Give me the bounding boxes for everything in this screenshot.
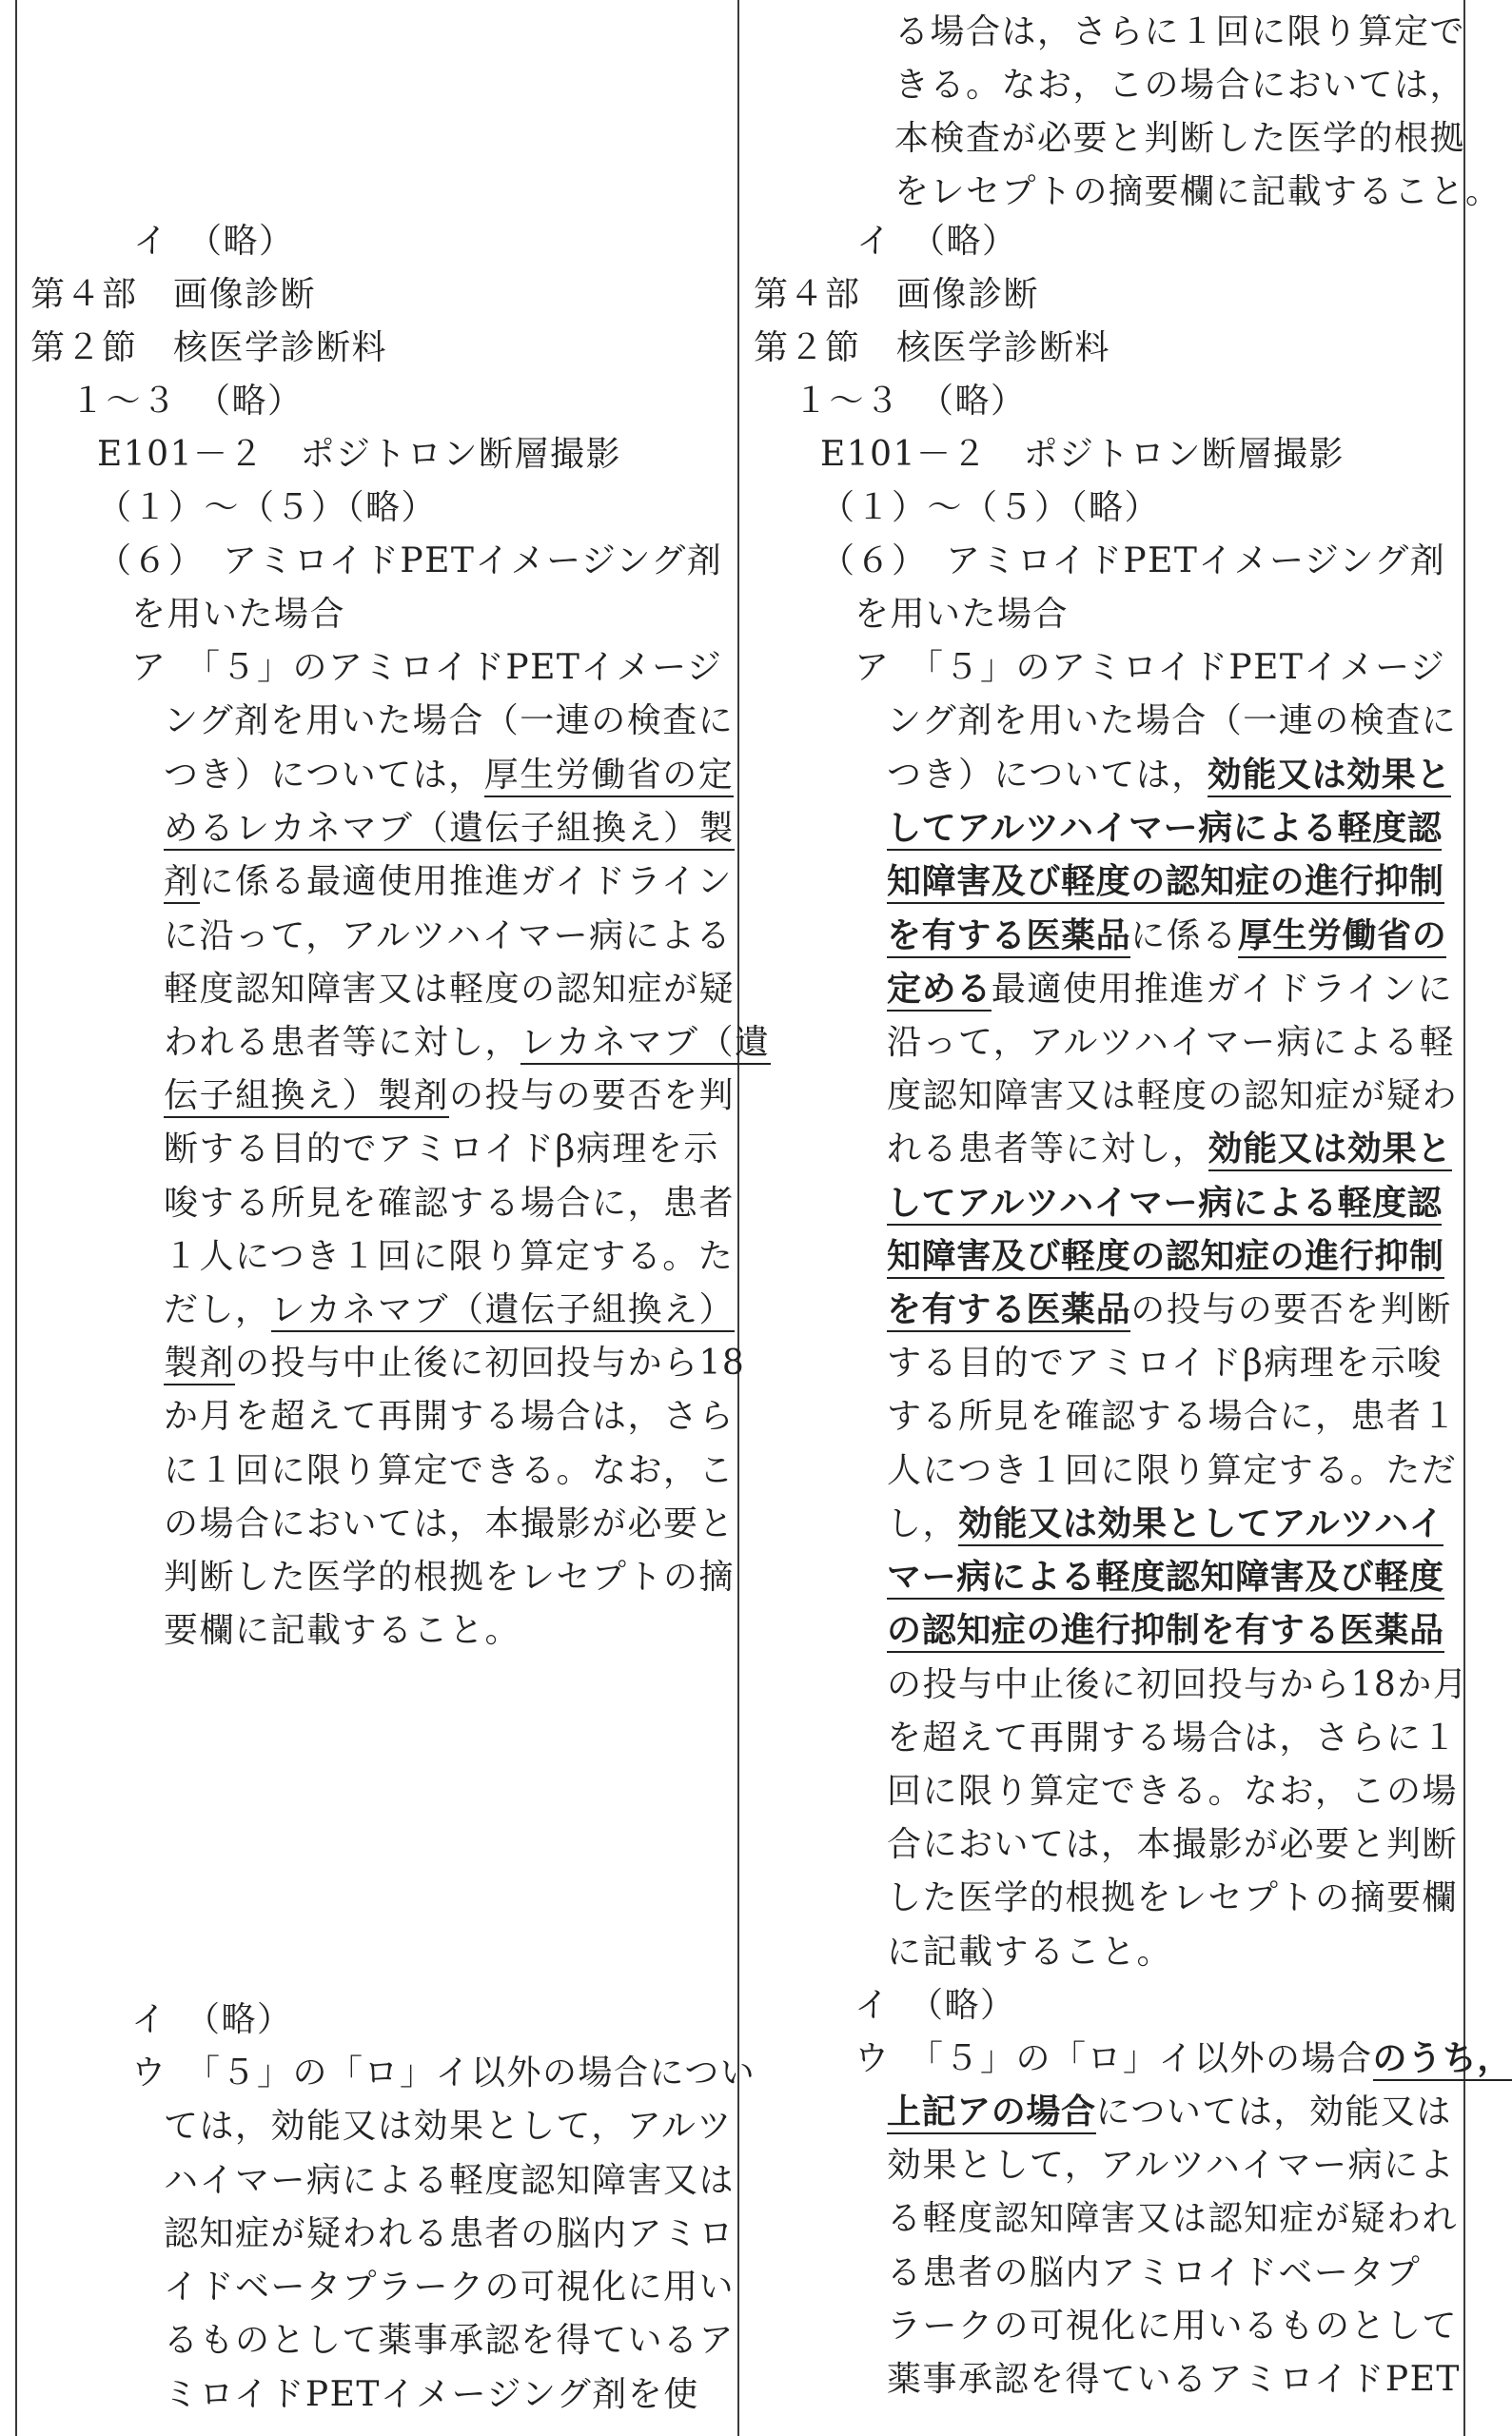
- text-segment: の投与の要否を判断: [1130, 1290, 1452, 1329]
- text-segment: か月を超えて再開する場合は，さら: [164, 1397, 736, 1436]
- text-segment: （６） アミロイドPETイメージング剤: [820, 541, 1446, 580]
- revised-line: [887, 855, 1444, 909]
- text-segment: ア 「５」のアミロイドPETイメージ: [854, 648, 1446, 687]
- revised-line: [887, 1498, 1443, 1551]
- text-segment: るものとして薬事承認を得ているア: [164, 2321, 736, 2360]
- text-segment: （１）～（５）（略）: [97, 488, 438, 527]
- current-line: [131, 641, 722, 695]
- amended-text: のうち，: [1373, 2039, 1512, 2081]
- revised-line: [894, 112, 1465, 166]
- amended-text: 知障害及び軽度の認知症の進行抑制: [887, 862, 1444, 904]
- current-line: [164, 1230, 734, 1284]
- revised-line: [894, 59, 1465, 112]
- text-segment: われる患者等に対し，: [164, 1023, 521, 1062]
- text-segment: を用いた場合: [854, 595, 1070, 634]
- revised-line: [854, 2033, 1512, 2086]
- underlined-text: 剤: [164, 862, 200, 904]
- text-segment: する目的でアミロイドβ病理を示唆: [887, 1344, 1443, 1383]
- text-segment: 回に限り算定できる。なお，この場: [887, 1772, 1459, 1811]
- revised-line: [887, 2300, 1458, 2353]
- current-line: [164, 695, 734, 748]
- revised-line: [887, 2353, 1461, 2407]
- current-line: [164, 1551, 735, 1604]
- revised-line: [754, 322, 1110, 375]
- text-segment: （１）～（５）（略）: [820, 488, 1161, 527]
- text-segment: 認知症が疑われる患者の脳内アミロ: [164, 2214, 736, 2253]
- text-segment: きる。なお，この場合においては，: [894, 66, 1466, 105]
- current-line: [164, 963, 735, 1016]
- text-segment: の場合においては，本撮影が必要と: [164, 1504, 736, 1543]
- revised-line: [887, 1765, 1458, 1818]
- revised-line: [887, 910, 1446, 963]
- text-segment: 第４部 画像診断: [754, 275, 1040, 314]
- text-segment: 薬事承認を得ているアミロイドPET: [887, 2360, 1461, 2399]
- current-line: [30, 322, 387, 375]
- current-line: [164, 2314, 735, 2367]
- amended-text: を有する医薬品: [887, 1290, 1130, 1332]
- revised-line: [887, 1712, 1458, 1765]
- revised-line: [887, 1070, 1458, 1123]
- text-segment: ハイマー病による軽度認知障害又は: [164, 2161, 736, 2200]
- amended-text: してアルツハイマー病による軽度認: [887, 1184, 1442, 1226]
- left-border-line: [15, 0, 17, 2436]
- underlined-text: 伝子組換え）製剤: [164, 1076, 449, 1118]
- revised-line: [887, 802, 1442, 855]
- revised-line: [854, 588, 1069, 641]
- current-line: [164, 1177, 735, 1230]
- revised-line: [854, 1979, 1016, 2033]
- current-line: [164, 1284, 735, 1337]
- revised-line: [854, 641, 1445, 695]
- text-segment: 本検査が必要と判断した医学的根拠: [894, 119, 1466, 158]
- current-line: [164, 1123, 719, 1176]
- text-segment: 断する目的でアミロイドβ病理を示: [164, 1130, 719, 1169]
- revised-line: [887, 1390, 1458, 1444]
- revised-line: [887, 1818, 1458, 1872]
- revised-line: [887, 1659, 1468, 1712]
- amended-text: マー病による軽度認知障害及び軽度: [887, 1558, 1444, 1600]
- text-segment: れる患者等に対し，: [887, 1130, 1208, 1169]
- text-segment: を用いた場合: [131, 595, 346, 634]
- amended-text: の認知症の進行抑制を有する医薬品: [887, 1611, 1444, 1653]
- current-line: [70, 375, 304, 428]
- text-segment: だし，: [164, 1290, 271, 1329]
- text-segment: 合においては，本撮影が必要と判断: [887, 1825, 1459, 1864]
- revised-line: [887, 2247, 1421, 2300]
- text-segment: をレセプトの摘要欄に記載すること。: [894, 172, 1502, 211]
- current-line: [164, 1337, 745, 1390]
- current-line: [164, 855, 733, 909]
- revised-line: [820, 428, 1345, 481]
- underlined-text: めるレカネマブ（遺伝子組換え）製: [164, 809, 735, 851]
- text-segment: に沿って，アルツハイマー病による: [164, 916, 733, 955]
- current-line: [164, 2261, 735, 2314]
- current-line: [97, 428, 621, 481]
- text-segment: イ （略）: [856, 222, 1018, 261]
- revised-line: [887, 2192, 1458, 2246]
- text-segment: の投与中止後に初回投与から18: [235, 1344, 746, 1383]
- text-segment: る軽度認知障害又は認知症が疑われ: [887, 2199, 1459, 2238]
- revised-line: [887, 1444, 1457, 1498]
- text-segment: つき）については，: [887, 756, 1208, 795]
- revised-line: [887, 1872, 1458, 1925]
- text-segment: イドベータプラークの可視化に用い: [164, 2268, 736, 2307]
- amended-text: してアルツハイマー病による軽度認: [887, 809, 1442, 851]
- revised-line: [887, 2139, 1455, 2192]
- revised-line: [887, 1604, 1444, 1658]
- text-segment: る患者の脳内アミロイドベータプ: [887, 2253, 1422, 2292]
- text-segment: イ （略）: [133, 222, 295, 261]
- text-segment: 第２節 核医学診断料: [754, 328, 1111, 367]
- text-segment: イ （略）: [854, 1986, 1016, 2025]
- amended-text: を有する医薬品: [887, 916, 1130, 958]
- revised-line: [887, 1177, 1442, 1230]
- text-segment: の投与中止後に初回投与から18か月: [887, 1665, 1469, 1704]
- text-segment: に記載すること。: [887, 1933, 1173, 1972]
- text-segment: 軽度認知障害又は軽度の認知症が疑: [164, 970, 736, 1009]
- text-segment: る場合は，さらに１回に限り算定で: [894, 12, 1466, 51]
- current-line: [164, 2100, 733, 2153]
- amended-text: 知障害及び軽度の認知症の進行抑制: [887, 1237, 1444, 1279]
- text-segment: ミロイドPETイメージング剤を使: [164, 2375, 699, 2414]
- amended-text: 効能又は効果と: [1208, 1130, 1452, 1171]
- text-segment: ング剤を用いた場合（一連の検査に: [887, 701, 1458, 740]
- revised-line: [820, 481, 1160, 535]
- text-segment: つき）については，: [164, 756, 484, 795]
- revised-line: [887, 1551, 1444, 1604]
- current-line: [164, 2208, 735, 2261]
- text-segment: の投与の要否を判: [449, 1076, 736, 1115]
- text-segment: ア 「５」のアミロイドPETイメージ: [131, 648, 723, 687]
- current-line: [30, 268, 316, 322]
- revised-line: [887, 2086, 1452, 2139]
- text-segment: イ （略）: [131, 2000, 293, 2039]
- revised-line: [894, 6, 1465, 59]
- current-line: [164, 1444, 735, 1498]
- revised-line: [820, 535, 1445, 588]
- current-line: [164, 1070, 735, 1123]
- revised-line: [887, 1016, 1455, 1070]
- current-line: [131, 1994, 293, 2047]
- revised-line: [887, 963, 1453, 1016]
- text-segment: に１回に限り算定できる。なお，こ: [164, 1451, 736, 1490]
- underlined-text: 厚生労働省の定: [484, 756, 735, 797]
- text-segment: し，: [887, 1504, 959, 1543]
- revised-line: [794, 375, 1027, 428]
- amended-text: 厚生労働省の: [1238, 916, 1447, 958]
- text-segment: 唆する所見を確認する場合に，患者: [164, 1184, 736, 1223]
- text-segment: 度認知障害又は軽度の認知症が疑わ: [887, 1076, 1459, 1115]
- current-line: [97, 481, 437, 535]
- revised-line: [754, 268, 1039, 322]
- text-segment: 効果として，アルツハイマー病によ: [887, 2146, 1456, 2185]
- text-segment: E101－２ ポジトロン断層撮影: [97, 435, 621, 474]
- amended-text: 効能又は効果と: [1208, 756, 1451, 797]
- text-segment: 判断した医学的根拠をレセプトの摘: [164, 1558, 736, 1597]
- revised-line: [894, 166, 1502, 219]
- text-segment: 第２節 核医学診断料: [30, 328, 388, 367]
- text-segment: 最適使用推進ガイドラインに: [991, 970, 1454, 1009]
- current-line: [164, 2368, 699, 2422]
- text-segment: については，効能又は: [1095, 2092, 1452, 2132]
- text-segment: 沿って，アルツハイマー病による軽: [887, 1023, 1456, 1062]
- revised-text-column: [752, 0, 1512, 2436]
- revised-line: [887, 1926, 1172, 1979]
- amended-text: 定める: [887, 970, 992, 1012]
- revised-line: [887, 695, 1457, 748]
- current-line: [164, 1498, 735, 1551]
- text-segment: した医学的根拠をレセプトの摘要欄: [887, 1878, 1459, 1917]
- current-line: [164, 1016, 771, 1070]
- amended-text: 効能又は効果としてアルツハイ: [958, 1504, 1443, 1546]
- current-line: [164, 1390, 735, 1444]
- text-segment: を超えて再開する場合は，さらに１: [887, 1719, 1459, 1758]
- current-line: [131, 2047, 756, 2100]
- current-line: [97, 535, 722, 588]
- text-segment: 要欄に記載すること。: [164, 1611, 521, 1650]
- underlined-text: 製剤: [164, 1344, 235, 1385]
- revised-line: [887, 749, 1451, 802]
- text-segment: に係る: [1130, 916, 1238, 955]
- text-segment: （６） アミロイドPETイメージング剤: [97, 541, 723, 580]
- text-segment: する所見を確認する場合に，患者１: [887, 1397, 1459, 1436]
- amended-text: 上記アの場合: [887, 2092, 1096, 2134]
- revised-line: [887, 1123, 1452, 1176]
- underlined-text: レカネマブ（遺伝子組換え）: [271, 1290, 736, 1332]
- current-text-column: [29, 0, 771, 2436]
- text-segment: １～３ （略）: [794, 382, 1027, 421]
- text-segment: ング剤を用いた場合（一連の検査に: [164, 701, 735, 740]
- text-segment: ては，効能又は効果として，アルツ: [164, 2107, 733, 2146]
- text-segment: ラークの可視化に用いるものとして: [887, 2307, 1459, 2346]
- underlined-text: レカネマブ（遺: [520, 1023, 771, 1065]
- current-line: [164, 749, 734, 802]
- revised-line: [887, 1284, 1452, 1337]
- current-line: [133, 215, 295, 268]
- text-segment: に係る最適使用推進ガイドライン: [199, 862, 733, 901]
- text-segment: E101－２ ポジトロン断層撮影: [820, 435, 1345, 474]
- current-line: [164, 802, 735, 855]
- revised-line: [887, 1337, 1443, 1390]
- current-line: [164, 1604, 520, 1658]
- current-line: [164, 2154, 735, 2208]
- text-segment: ウ 「５」の「ロ」イ以外の場合: [854, 2039, 1373, 2078]
- text-segment: ウ 「５」の「ロ」イ以外の場合につい: [131, 2053, 756, 2092]
- revised-line: [887, 1230, 1444, 1284]
- text-segment: 第４部 画像診断: [30, 275, 317, 314]
- text-segment: 人につき１回に限り算定する。ただ: [887, 1451, 1458, 1490]
- current-line: [131, 588, 345, 641]
- revised-line: [856, 215, 1018, 268]
- text-segment: １人につき１回に限り算定する。た: [164, 1237, 735, 1276]
- text-segment: １～３ （略）: [70, 382, 304, 421]
- current-line: [164, 910, 732, 963]
